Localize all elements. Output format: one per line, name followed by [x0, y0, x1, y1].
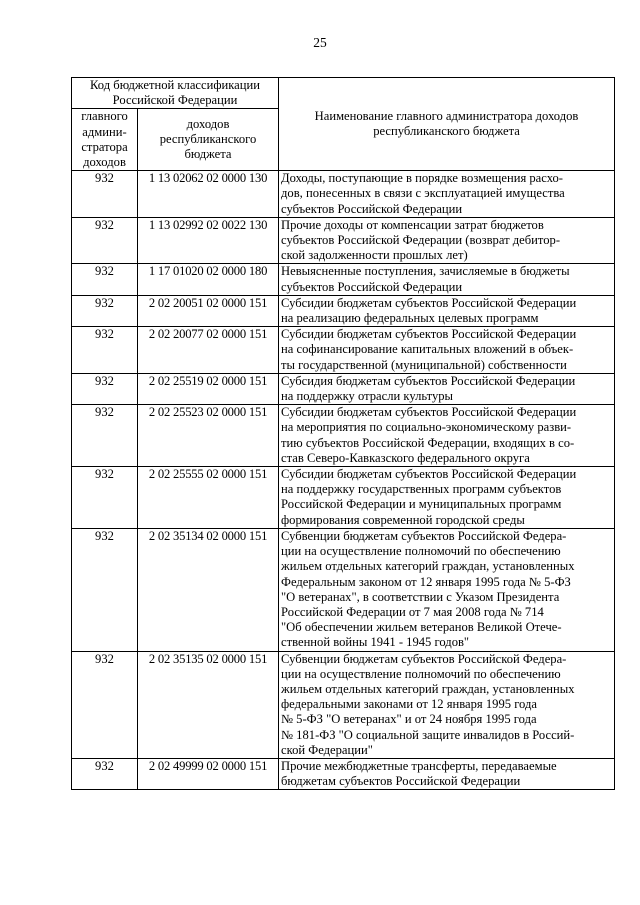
- text-line: на реализацию федеральных целевых программ: [281, 311, 539, 326]
- table-body: [72, 171, 615, 790]
- text-line: Российской Федерации и муниципальных программ: [281, 497, 562, 512]
- text-line: бюджета: [184, 147, 232, 162]
- text-line: дов, понесенных в связи с эксплуатацией имущества: [281, 186, 565, 201]
- table-row: [72, 651, 615, 758]
- table-row: [72, 217, 615, 264]
- table-row: [72, 171, 615, 218]
- text-line: Субвенции бюджетам субъектов Российской Федера-: [281, 651, 567, 666]
- administrator-code-cell: 932: [72, 295, 138, 326]
- text-line: Федеральным законом от 12 января 1995 года № 5-ФЗ: [281, 574, 571, 589]
- revenue-code-cell: 2 02 25555 02 0000 151: [138, 467, 279, 529]
- text-line: на поддержку государственных программ субъектов: [281, 482, 562, 497]
- text-line: жильем отдельных категорий граждан, установленных: [281, 559, 575, 574]
- administrator-code-cell: 932: [72, 405, 138, 467]
- revenue-code-cell: 2 02 20077 02 0000 151: [138, 327, 279, 374]
- table-row: [72, 327, 615, 374]
- text-line: "О ветеранах", в соответствии с Указом Президента: [281, 589, 560, 604]
- text-line: доходов: [186, 117, 230, 131]
- administrator-code-cell: 932: [72, 651, 138, 758]
- text-line: ции на осуществление полномочий по обеспечению: [281, 666, 561, 681]
- revenue-code-cell: 1 13 02062 02 0000 130: [138, 171, 279, 218]
- administrator-code-cell: 932: [72, 758, 138, 789]
- text-line: Субсидии бюджетам субъектов Российской Федерации: [281, 467, 577, 482]
- revenue-name-cell: [279, 217, 615, 264]
- revenue-code-cell: 2 02 25523 02 0000 151: [138, 405, 279, 467]
- revenue-code-cell: 2 02 35134 02 0000 151: [138, 528, 279, 651]
- administrator-code-cell: 932: [72, 217, 138, 264]
- table-row: [72, 467, 615, 529]
- administrator-code-cell: 932: [72, 171, 138, 218]
- text-line: ты государственной (муниципальной) собственности: [281, 357, 567, 372]
- text-line: Невыясненные поступления, зачисляемые в бюджеты: [281, 264, 570, 279]
- text-line: тию субъектов Российской Федерации, входящих в со-: [281, 435, 575, 450]
- text-line: Доходы, поступающие в порядке возмещения расхо-: [281, 171, 564, 186]
- administrator-code-cell: 932: [72, 327, 138, 374]
- text-line: главного: [81, 109, 128, 124]
- text-line: на поддержку отрасли культуры: [281, 389, 454, 404]
- revenue-name-cell: [279, 264, 615, 295]
- text-line: стратора: [81, 139, 128, 154]
- header-budget-classification-code: [72, 78, 279, 109]
- revenue-name-cell: [279, 295, 615, 326]
- text-line: Субсидии бюджетам субъектов Российской Федерации: [281, 327, 577, 342]
- revenue-code-cell: 1 13 02992 02 0022 130: [138, 217, 279, 264]
- revenue-name-cell: [279, 327, 615, 374]
- text-line: Субсидии бюджетам субъектов Российской Федерации: [281, 405, 577, 420]
- text-line: админи-: [82, 124, 127, 139]
- revenue-code-cell: 2 02 25519 02 0000 151: [138, 373, 279, 404]
- text-line: ской задолженности прошлых лет): [281, 248, 468, 263]
- text-line: Субсидии бюджетам субъектов Российской Федерации: [281, 295, 577, 310]
- revenue-code-cell: 1 17 01020 02 0000 180: [138, 264, 279, 295]
- text-line: Прочие доходы от компенсации затрат бюджетов: [281, 217, 544, 232]
- table-row: [72, 264, 615, 295]
- text-line: доходов: [83, 155, 126, 170]
- page-number: 25: [313, 35, 327, 50]
- table-row: [72, 758, 615, 789]
- revenue-name-cell: [279, 171, 615, 218]
- text-line: Прочие межбюджетные трансферты, передаваемые: [281, 758, 557, 773]
- text-line: Субвенции бюджетам субъектов Российской Федера-: [281, 528, 567, 543]
- text-line: Субсидия бюджетам субъектов Российской Федерации: [281, 373, 576, 388]
- text-line: республиканского бюджета: [373, 124, 520, 139]
- header-administrator-name: [279, 78, 615, 171]
- header-main-administrator: [72, 109, 138, 171]
- table-row: [72, 405, 615, 467]
- text-line: став Северо-Кавказского федерального округа: [281, 450, 530, 465]
- text-line: бюджетам субъектов Российской Федерации: [281, 774, 521, 789]
- text-line: Российской Федерации: [112, 93, 238, 108]
- text-line: ственной войны 1941 - 1945 годов": [281, 635, 470, 650]
- table-row: [72, 528, 615, 651]
- revenue-name-cell: [279, 467, 615, 529]
- text-line: ции на осуществление полномочий по обеспечению: [281, 544, 561, 559]
- revenue-name-cell: [279, 373, 615, 404]
- text-line: субъектов Российской Федерации: [281, 201, 463, 216]
- budget-classification-table: [71, 77, 615, 790]
- text-line: "Об обеспечении жильем ветеранов Великой Отече-: [281, 620, 562, 635]
- text-line: федеральными законами от 12 января 1995 года: [281, 697, 537, 712]
- text-line: республиканского: [159, 132, 257, 147]
- table-row: [72, 295, 615, 326]
- text-line: ской Федерации": [281, 742, 373, 757]
- administrator-code-cell: 932: [72, 528, 138, 651]
- text-line: Наименование главного администратора доходов: [314, 108, 579, 123]
- administrator-code-cell: 932: [72, 467, 138, 529]
- table-row: [72, 373, 615, 404]
- administrator-code-cell: 932: [72, 373, 138, 404]
- text-line: Российской Федерации от 7 мая 2008 года № 714: [281, 604, 544, 619]
- administrator-code-cell: 932: [72, 264, 138, 295]
- text-line: субъектов Российской Федерации (возврат дебитор-: [281, 233, 561, 248]
- text-line: № 181-ФЗ "О социальной защите инвалидов в Россий-: [281, 727, 575, 742]
- text-line: жильем отдельных категорий граждан, установленных: [281, 681, 575, 696]
- revenue-code-cell: 2 02 20051 02 0000 151: [138, 295, 279, 326]
- text-line: формирования современной городской среды: [281, 512, 525, 527]
- header-revenue-code: [138, 109, 279, 171]
- text-line: субъектов Российской Федерации: [281, 279, 463, 294]
- text-line: на софинансирование капитальных вложений в объек-: [281, 342, 574, 357]
- revenue-name-cell: [279, 651, 615, 758]
- revenue-code-cell: 2 02 49999 02 0000 151: [138, 758, 279, 789]
- revenue-name-cell: [279, 758, 615, 789]
- revenue-name-cell: [279, 405, 615, 467]
- text-line: Код бюджетной классификации: [90, 78, 260, 92]
- text-line: № 5-ФЗ "О ветеранах" и от 24 ноября 1995 года: [281, 712, 537, 727]
- revenue-code-cell: 2 02 35135 02 0000 151: [138, 651, 279, 758]
- revenue-name-cell: [279, 528, 615, 651]
- text-line: на мероприятия по социально-экономическому разви-: [281, 420, 572, 435]
